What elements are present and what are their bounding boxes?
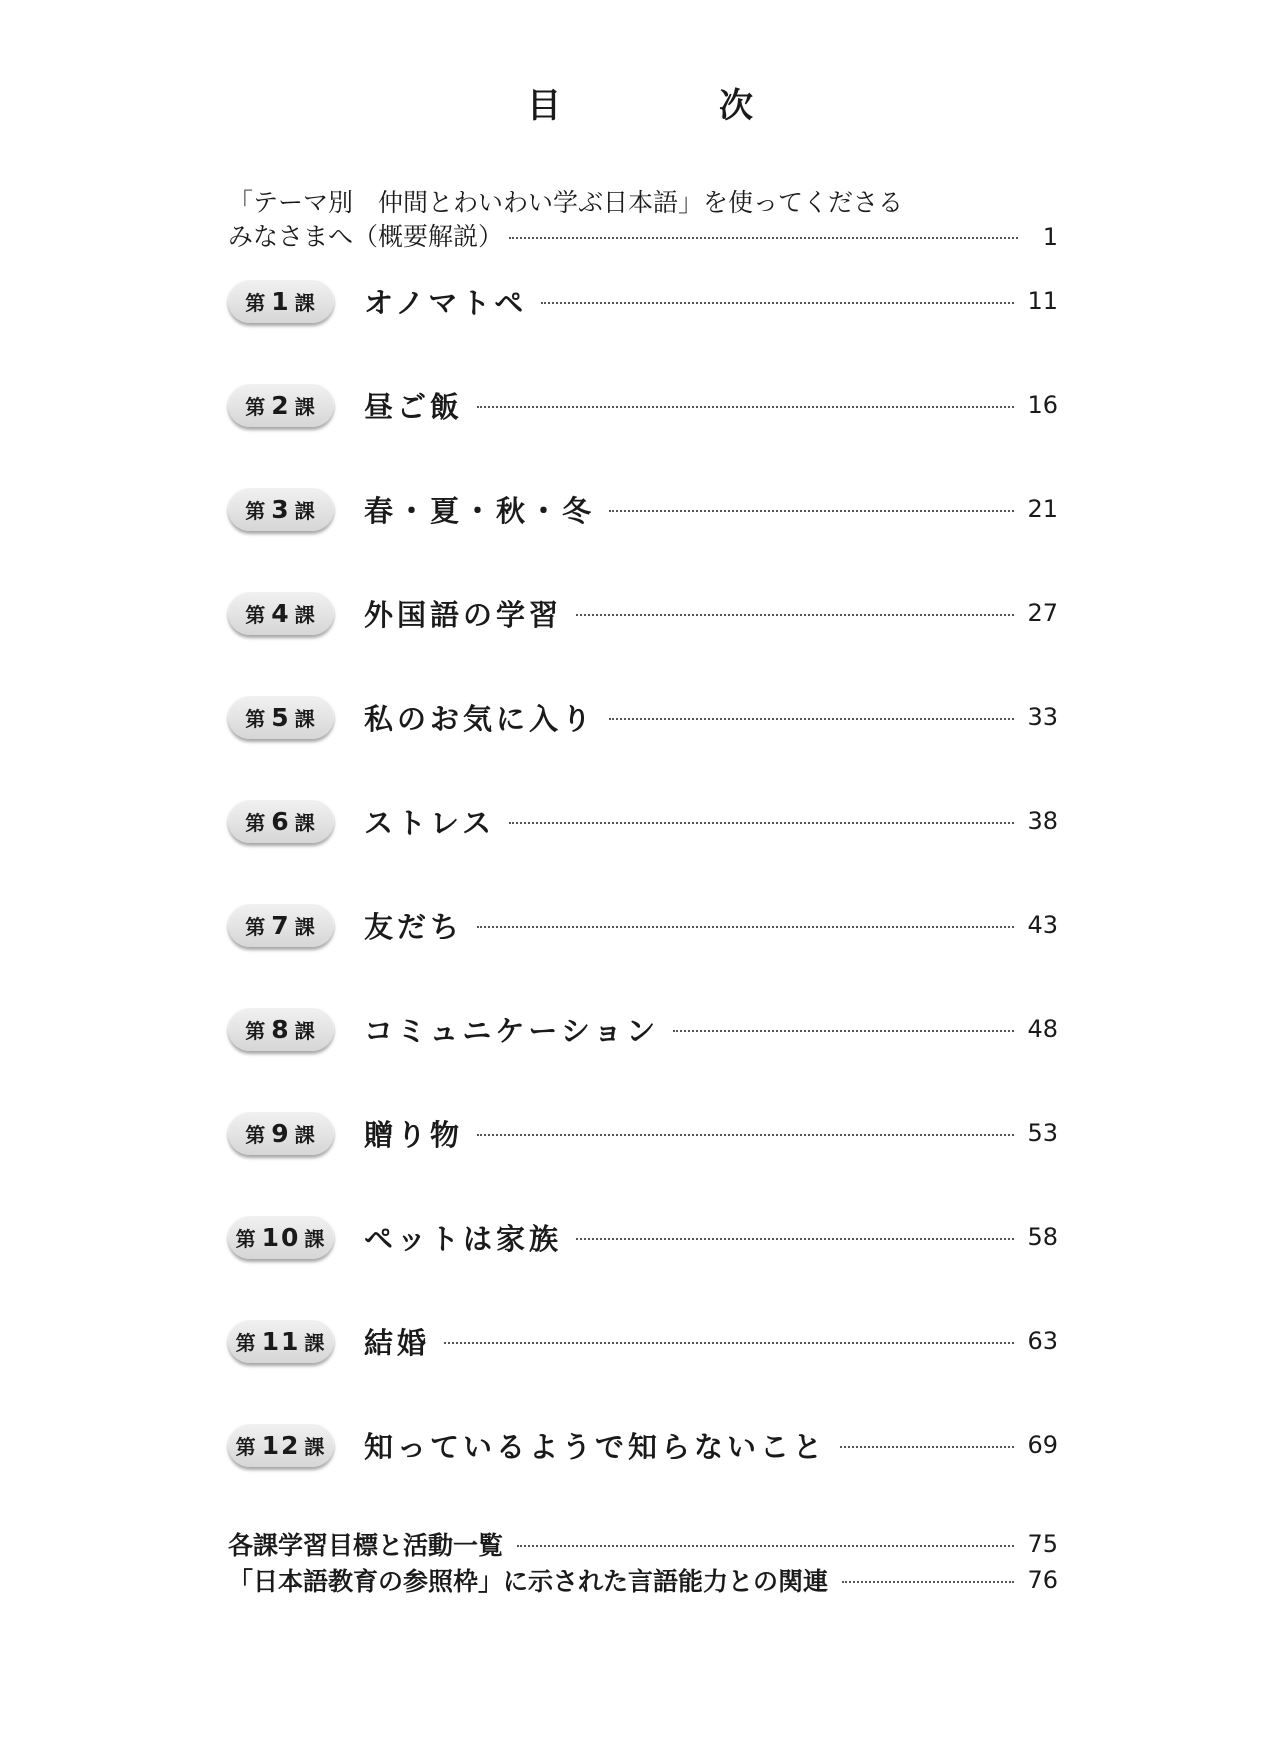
dot-leader	[609, 718, 1014, 720]
lesson-badge: 第 1 課	[228, 279, 334, 323]
appendix-entry-2[interactable]	[228, 1562, 1058, 1598]
dot-leader	[673, 1030, 1014, 1032]
intro-line-1: 「テーマ別 仲間とわいわい学ぶ日本語」を使ってくださる	[228, 188, 904, 217]
lesson-title: 昼ご飯	[364, 389, 464, 424]
dot-leader	[842, 1581, 1014, 1583]
lesson-title: 私のお気に入り	[364, 701, 596, 736]
lesson-badge: 第 3 課	[228, 487, 334, 531]
lesson-title: オノマトペ	[364, 285, 528, 320]
lesson-entry-9[interactable]	[228, 1108, 1058, 1158]
lesson-entry-1[interactable]	[228, 276, 1058, 326]
page-number: 38	[1027, 807, 1058, 835]
lesson-badge: 第 10 課	[228, 1215, 334, 1259]
lesson-title: ペットは家族	[364, 1221, 563, 1256]
dot-leader	[509, 237, 1018, 239]
page-number: 75	[1027, 1530, 1058, 1558]
dot-leader	[477, 406, 1014, 408]
lesson-badge: 第 11 課	[228, 1319, 334, 1363]
page-number: 53	[1027, 1119, 1058, 1147]
lesson-badge: 第 12 課	[228, 1423, 334, 1467]
lesson-title: 知っているようで知らないこと	[364, 1429, 827, 1464]
page-number: 11	[1027, 287, 1058, 315]
lesson-entry-12[interactable]	[228, 1420, 1058, 1470]
page-number: 63	[1027, 1327, 1058, 1355]
lesson-title: 贈り物	[364, 1117, 464, 1152]
dot-leader	[576, 1238, 1014, 1240]
page-number: 58	[1027, 1223, 1058, 1251]
lesson-title: 結婚	[364, 1325, 431, 1360]
lesson-entry-6[interactable]	[228, 796, 1058, 846]
lesson-badge: 第 8 課	[228, 1007, 334, 1051]
lesson-badge: 第 5 課	[228, 695, 334, 739]
page-number: 1	[1042, 223, 1058, 251]
dot-leader	[477, 1134, 1014, 1136]
appendix-entry-1[interactable]	[228, 1526, 1058, 1562]
intro-entry[interactable]	[228, 186, 1058, 254]
dot-leader	[477, 926, 1014, 928]
dot-leader	[517, 1545, 1014, 1547]
page-number: 27	[1027, 599, 1058, 627]
lesson-title: 友だち	[364, 909, 464, 944]
lesson-entry-3[interactable]	[228, 484, 1058, 534]
intro-line-2: みなさまへ（概要解説）	[228, 222, 504, 251]
page-number: 48	[1027, 1015, 1058, 1043]
dot-leader	[576, 614, 1014, 616]
lesson-entry-7[interactable]	[228, 900, 1058, 950]
lesson-entry-8[interactable]	[228, 1004, 1058, 1054]
dot-leader	[609, 510, 1014, 512]
lesson-badge: 第 2 課	[228, 383, 334, 427]
lesson-badge: 第 4 課	[228, 591, 334, 635]
dot-leader	[840, 1446, 1014, 1448]
dot-leader	[444, 1342, 1014, 1344]
page-number: 76	[1027, 1566, 1058, 1594]
lesson-entry-5[interactable]	[228, 692, 1058, 742]
appendix-title: 「日本語教育の参照枠」に示された言語能力との関連	[228, 1567, 829, 1596]
dot-leader	[541, 302, 1014, 304]
lesson-title: ストレス	[364, 805, 496, 840]
dot-leader	[509, 822, 1014, 824]
page-number: 21	[1027, 495, 1058, 523]
lesson-title: 外国語の学習	[364, 597, 563, 632]
page-title: 目 次	[527, 86, 815, 126]
page-number: 69	[1027, 1431, 1058, 1459]
lesson-entry-10[interactable]	[228, 1212, 1058, 1262]
page-number: 16	[1027, 391, 1058, 419]
lesson-title: コミュニケーション	[364, 1013, 660, 1048]
lesson-entry-2[interactable]	[228, 380, 1058, 430]
page-number: 43	[1027, 911, 1058, 939]
lesson-badge: 第 7 課	[228, 903, 334, 947]
lesson-entry-4[interactable]	[228, 588, 1058, 638]
page-number: 33	[1027, 703, 1058, 731]
lesson-badge: 第 6 課	[228, 799, 334, 843]
lesson-badge: 第 9 課	[228, 1111, 334, 1155]
lesson-title: 春・夏・秋・冬	[364, 493, 596, 528]
lesson-entry-11[interactable]	[228, 1316, 1058, 1366]
appendix-title: 各課学習目標と活動一覧	[228, 1531, 504, 1560]
